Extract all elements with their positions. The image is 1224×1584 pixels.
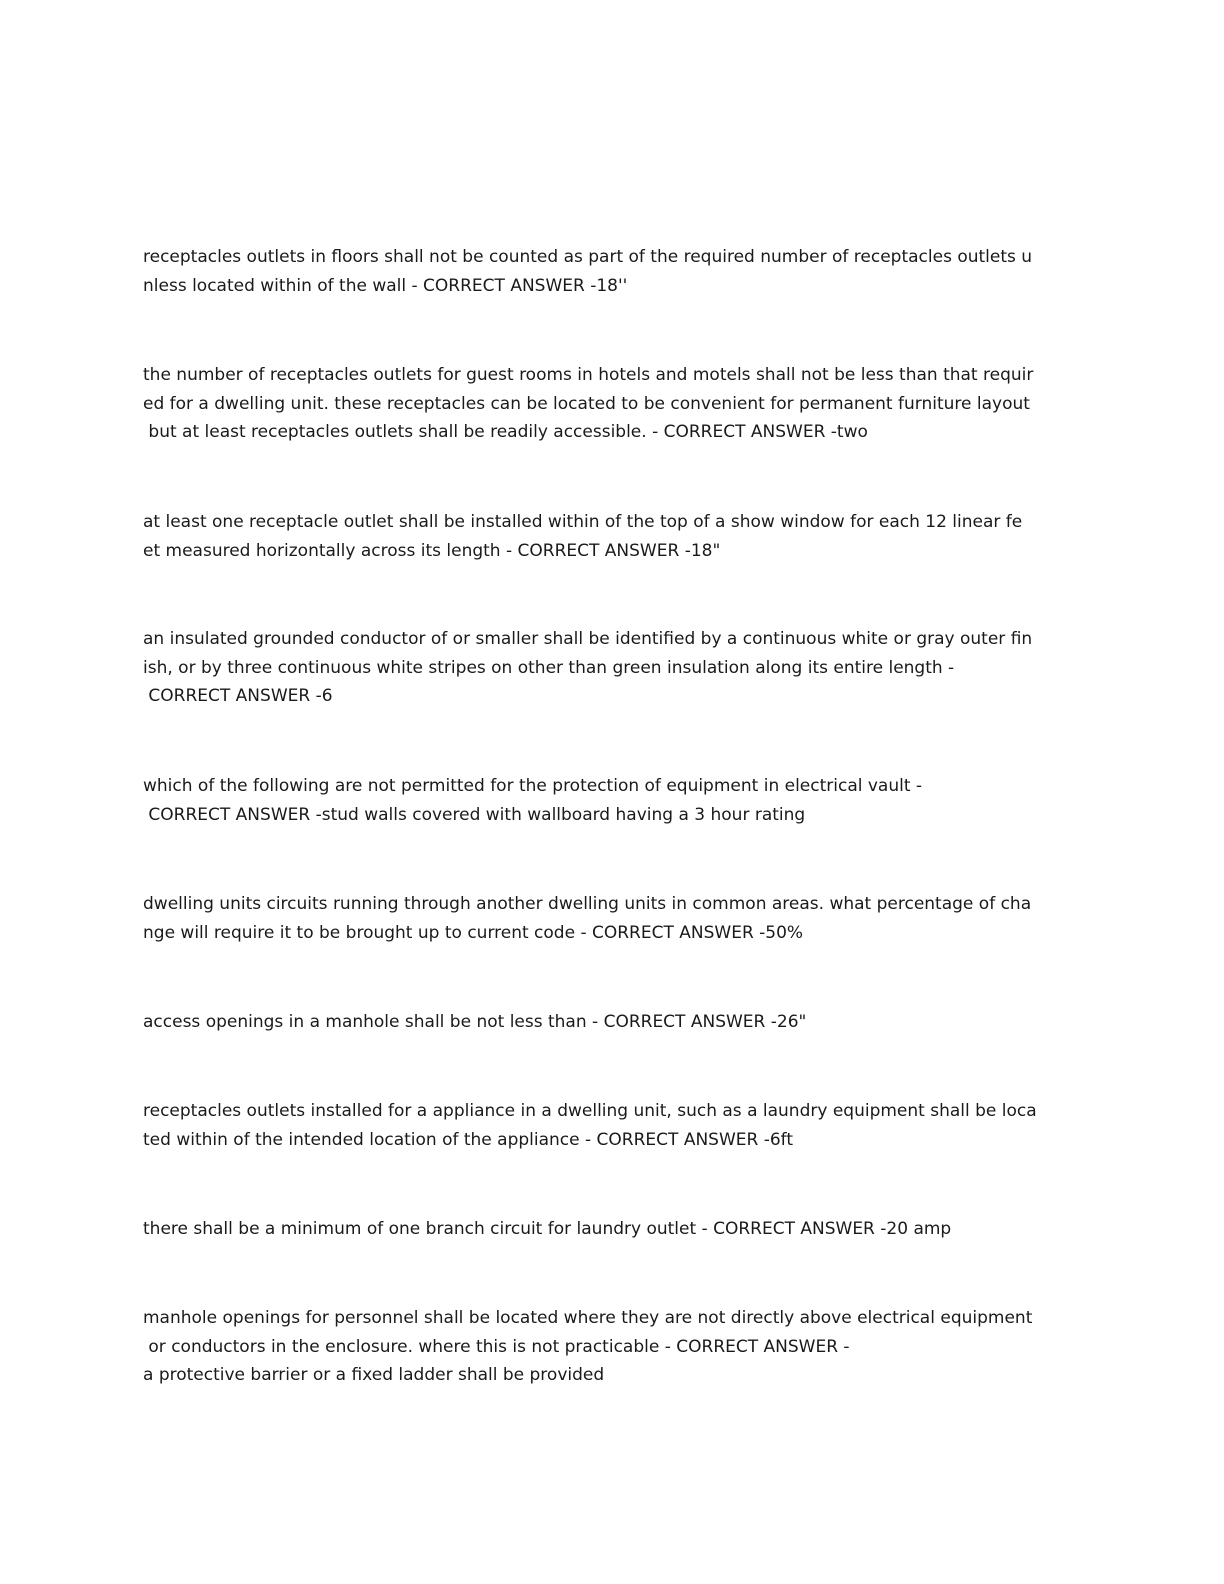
text-line: but at least receptacles outlets shall be readily accessible. - CORRECT ANSWER -two bbox=[143, 422, 868, 442]
text-line: nge will require it to be brought up to current code - CORRECT ANSWER -50% bbox=[143, 922, 804, 943]
text-line: dwelling units circuits running through another dwelling units in common areas. what percentage of cha bbox=[143, 894, 1032, 914]
text-line: which of the following are not permitted for the protection of equipment in electrical vault - bbox=[143, 776, 923, 796]
text-line: receptacles outlets in floors shall not be counted as part of the required number of receptacles outlets u bbox=[143, 247, 1033, 267]
text-line: the number of receptacles outlets for guest rooms in hotels and motels shall not be less than that requir bbox=[143, 365, 1034, 385]
text-line: at least one receptacle outlet shall be installed within of the top of a show window for each 12 linear fe bbox=[143, 512, 1023, 532]
text-line: ted within of the intended location of the appliance - CORRECT ANSWER -6ft bbox=[143, 1129, 794, 1150]
text-line: a protective barrier or a fixed ladder shall be provided bbox=[143, 1365, 605, 1385]
text-line: ish, or by three continuous white stripes on other than green insulation along its entire length - bbox=[143, 657, 955, 678]
text-line: access openings in a manhole shall be not less than - CORRECT ANSWER -26" bbox=[143, 1012, 807, 1032]
text-line: CORRECT ANSWER -stud walls covered with wallboard having a 3 hour rating bbox=[143, 804, 806, 825]
text-line: nless located within of the wall - CORRECT ANSWER -18'' bbox=[143, 275, 628, 296]
text-line: manhole openings for personnel shall be located where they are not directly above electrical equipment bbox=[143, 1308, 1033, 1328]
text-line: there shall be a minimum of one branch circuit for laundry outlet - CORRECT ANSWER -20 amp bbox=[143, 1219, 952, 1239]
text-line: et measured horizontally across its length - CORRECT ANSWER -18" bbox=[143, 540, 721, 561]
text-line: or conductors in the enclosure. where this is not practicable - CORRECT ANSWER - bbox=[143, 1336, 850, 1357]
text-line: CORRECT ANSWER -6 bbox=[143, 686, 333, 706]
qa-item-10 bbox=[143, 1247, 1083, 1447]
text-line: receptacles outlets installed for a appliance in a dwelling unit, such as a laundry equipment shall be loca bbox=[143, 1101, 1037, 1121]
text-line: an insulated grounded conductor of or smaller shall be identified by a continuous white or gray outer fin bbox=[143, 629, 1033, 649]
text-line: ed for a dwelling unit. these receptacles can be located to be convenient for permanent furniture layout bbox=[143, 393, 1030, 414]
